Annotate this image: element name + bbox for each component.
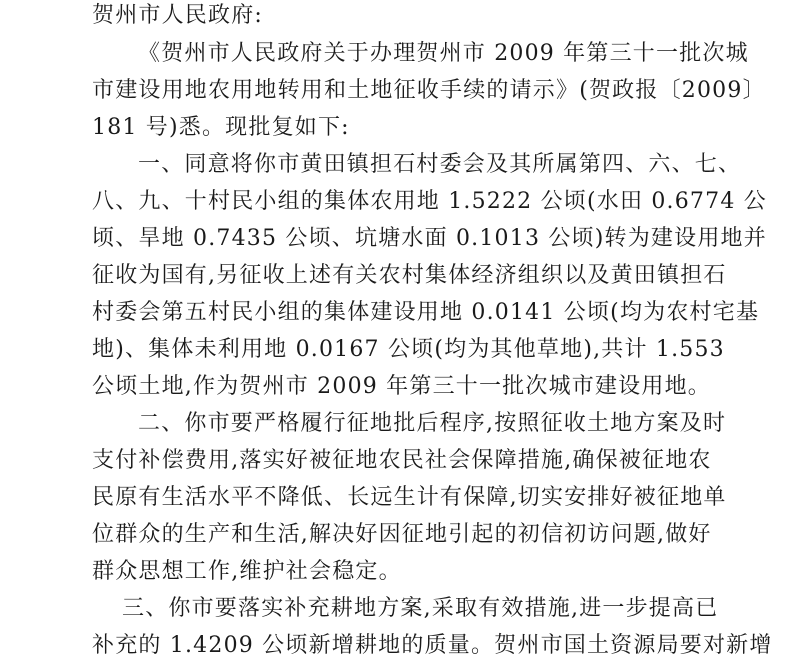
text-line: 顷、旱地 0.7435 公顷、坑塘水面 0.1013 公顷)转为建设用地并 xyxy=(92,226,767,251)
text-line: 征收为国有,另征收上述有关农村集体经济组织以及黄田镇担石 xyxy=(92,263,727,288)
text-line: 群众思想工作,维护社会稳定。 xyxy=(92,559,402,584)
text-line: 村委会第五村民小组的集体建设用地 0.0141 公顷(均为农村宅基 xyxy=(92,300,760,325)
text-line: 二、你市要严格履行征地批后程序,按照征收土地方案及时 xyxy=(138,411,727,436)
text-line: 补充的 1.4209 公顷新增耕地的质量。贺州市国土资源局要对新增 xyxy=(92,633,773,658)
text-line: 位群众的生产和生活,解决好因征地引起的初信初访问题,做好 xyxy=(92,522,712,547)
text-line: 公顷土地,作为贺州市 2009 年第三十一批次城市建设用地。 xyxy=(92,374,711,399)
text-line: 支付补偿费用,落实好被征地农民社会保障措施,确保被征地农 xyxy=(92,448,712,473)
text-line: 民原有生活水平不降低、长远生计有保障,切实安排好被征地单 xyxy=(92,485,727,510)
text-line: 八、九、十村民小组的集体农用地 1.5222 公顷(水田 0.6774 公 xyxy=(92,189,767,214)
text-line: 181 号)悉。现批复如下: xyxy=(92,115,350,140)
text-line: 一、同意将你市黄田镇担石村委会及其所属第四、六、七、 xyxy=(138,152,742,177)
text-line: 三、你市要落实补充耕地方案,采取有效措施,进一步提高已 xyxy=(122,596,719,621)
text-line: 《贺州市人民政府关于办理贺州市 2009 年第三十一批次城 xyxy=(138,41,749,66)
text-line: 市建设用地农用地转用和土地征收手续的请示》(贺政报〔2009〕 xyxy=(92,78,766,103)
salutation: 贺州市人民政府: xyxy=(92,3,264,28)
text-line: 地)、集体未利用地 0.0167 公顷(均为其他草地),共计 1.553 xyxy=(92,337,725,362)
